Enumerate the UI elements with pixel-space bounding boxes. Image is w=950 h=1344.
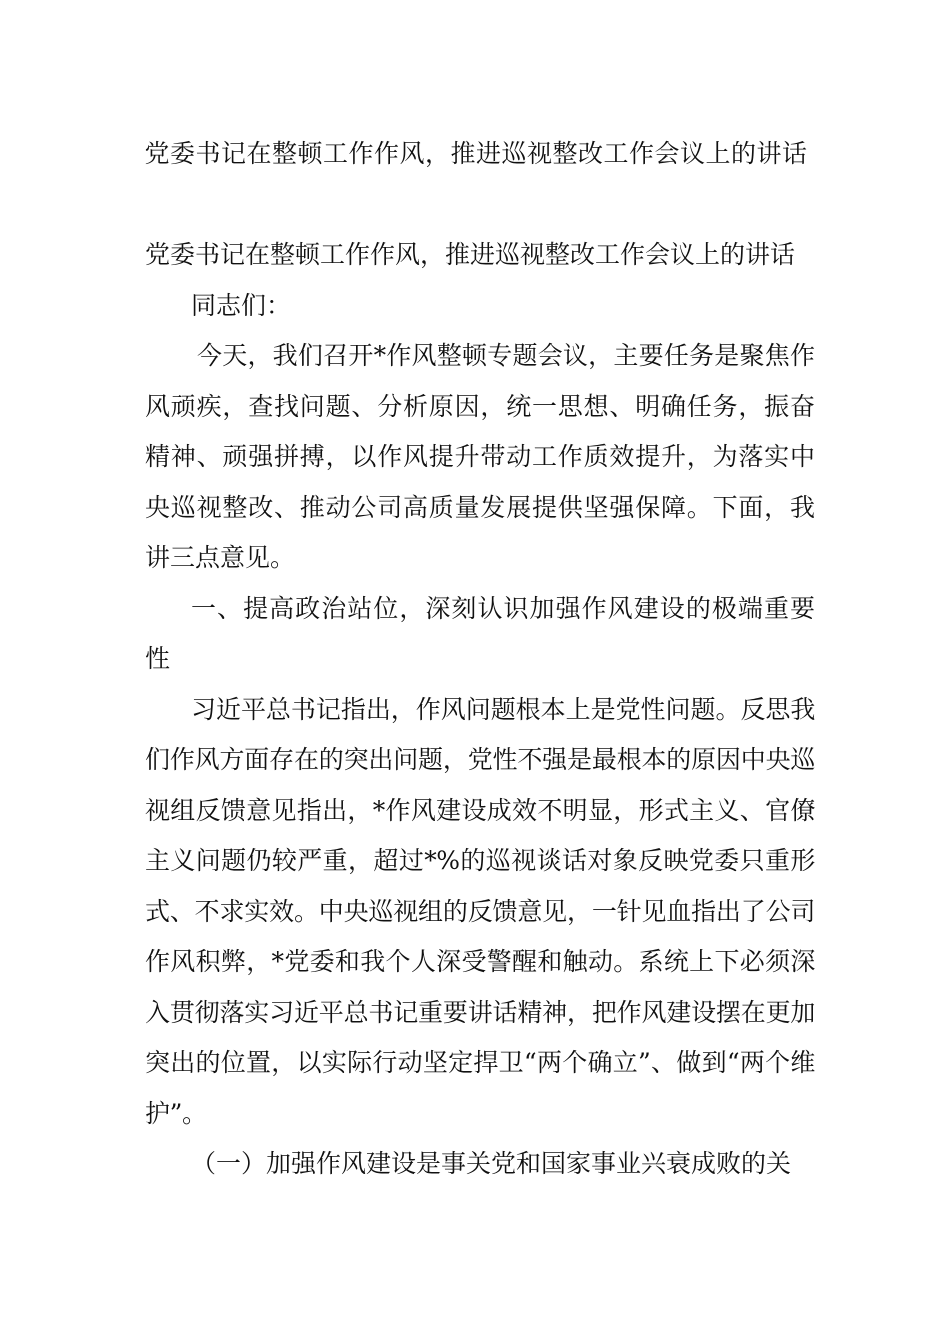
subsection-heading-1: （一）加强作风建设是事关党和国家事业兴衰成败的关 [191, 1149, 792, 1178]
document-body [145, 230, 815, 1190]
section-heading-1: 一、提高政治站位，深刻认识加强作风建设的极端重要性 [145, 593, 815, 673]
heading-repeat: 党委书记在整顿工作作风，推进巡视整改工作会议上的讲话 [145, 240, 796, 269]
paragraph-section-1: 习近平总书记指出，作风问题根本上是党性问题。反思我们作风方面存在的突出问题，党性不强是最根本的原因中央巡视组反馈意见指出，*作风建设成效不明显，形式主义、官僚主义问题仍较严重，超过*%的巡视谈话对象反映党委只重形式、不求实效。中央巡视组的反馈意见，一针见血指出了公司作风积弊，*党委和我个人深受警醒和触动。系统上下必须深入贯彻落实习近平总书记重要讲话精神，把作风建设摆在更加突出的位置，以实际行动坚定捍卫“两个确立”、做到“两个维护”。 [145, 694, 815, 1128]
paragraph-intro: 今天，我们召开*作风整顿专题会议，主要任务是聚焦作风顽疾，查找问题、分析原因，统一思想、明确任务，振奋精神、顽强拼搏，以作风提升带动工作质效提升，为落实中央巡视整改、推动公司高质量发展提供坚强保障。下面，我讲三点意见。 [145, 341, 815, 572]
document-title: 党委书记在整顿工作作风，推进巡视整改工作会议上的讲话 [144, 139, 808, 168]
greeting: 同志们： [191, 290, 292, 320]
